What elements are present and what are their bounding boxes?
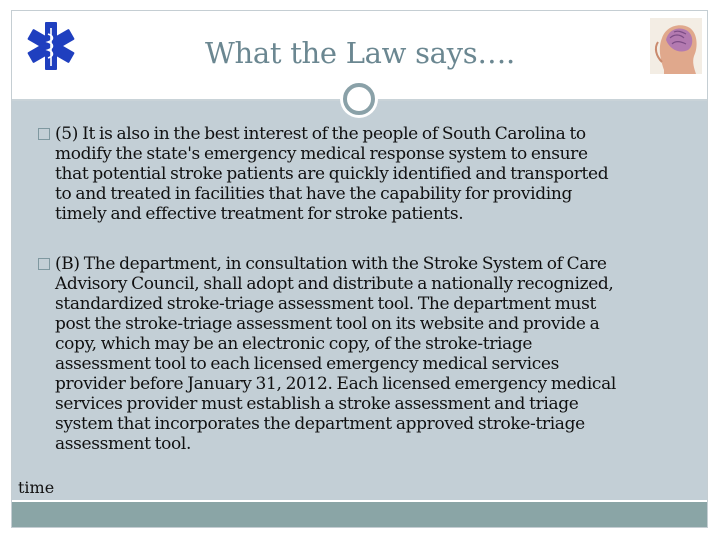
paragraph-line: to and treated in facilities that have the capability for providing xyxy=(55,184,572,204)
paragraph-line: (5) It is also in the best interest of the people of South Carolina to xyxy=(38,124,608,144)
star-of-life-icon xyxy=(26,20,76,72)
ring-inner xyxy=(343,83,375,115)
square-bullet-icon xyxy=(38,258,50,270)
paragraph-line: provider before January 31, 2012. Each licensed emergency medical xyxy=(55,374,616,394)
square-bullet-icon xyxy=(38,128,50,140)
divider-ring-icon xyxy=(340,80,378,118)
paragraph-line: (B) The department, in consultation with the Stroke System of Care xyxy=(38,254,616,274)
slide-title: What the Law says…. xyxy=(205,36,515,70)
paragraph-line: assessment tool. xyxy=(55,434,191,454)
paragraph-line: that potential stroke patients are quickly identified and transported xyxy=(55,164,609,184)
paragraph-line: copy, which may be an electronic copy, of the stroke-triage xyxy=(55,334,533,354)
paragraph-b xyxy=(38,254,616,454)
bottom-accent-bar xyxy=(12,502,707,527)
paragraph-line: Advisory Council, shall adopt and distribute a nationally recognized, xyxy=(55,274,614,294)
paragraph-line: timely and effective treatment for stroke patients. xyxy=(55,204,464,224)
paragraph-line: services provider must establish a stroke assessment and triage xyxy=(55,394,579,414)
footer-text: time xyxy=(18,478,55,497)
brain-head-icon xyxy=(650,18,702,74)
paragraph-5 xyxy=(38,124,608,224)
paragraph-line: standardized stroke-triage assessment tool. The department must xyxy=(55,294,596,314)
paragraph-line: assessment tool to each licensed emergency medical services xyxy=(55,354,560,374)
paragraph-line: modify the state's emergency medical response system to ensure xyxy=(55,144,588,164)
paragraph-line: post the stroke-triage assessment tool on its website and provide a xyxy=(55,314,600,334)
paragraph-line: system that incorporates the department approved stroke-triage xyxy=(55,414,585,434)
